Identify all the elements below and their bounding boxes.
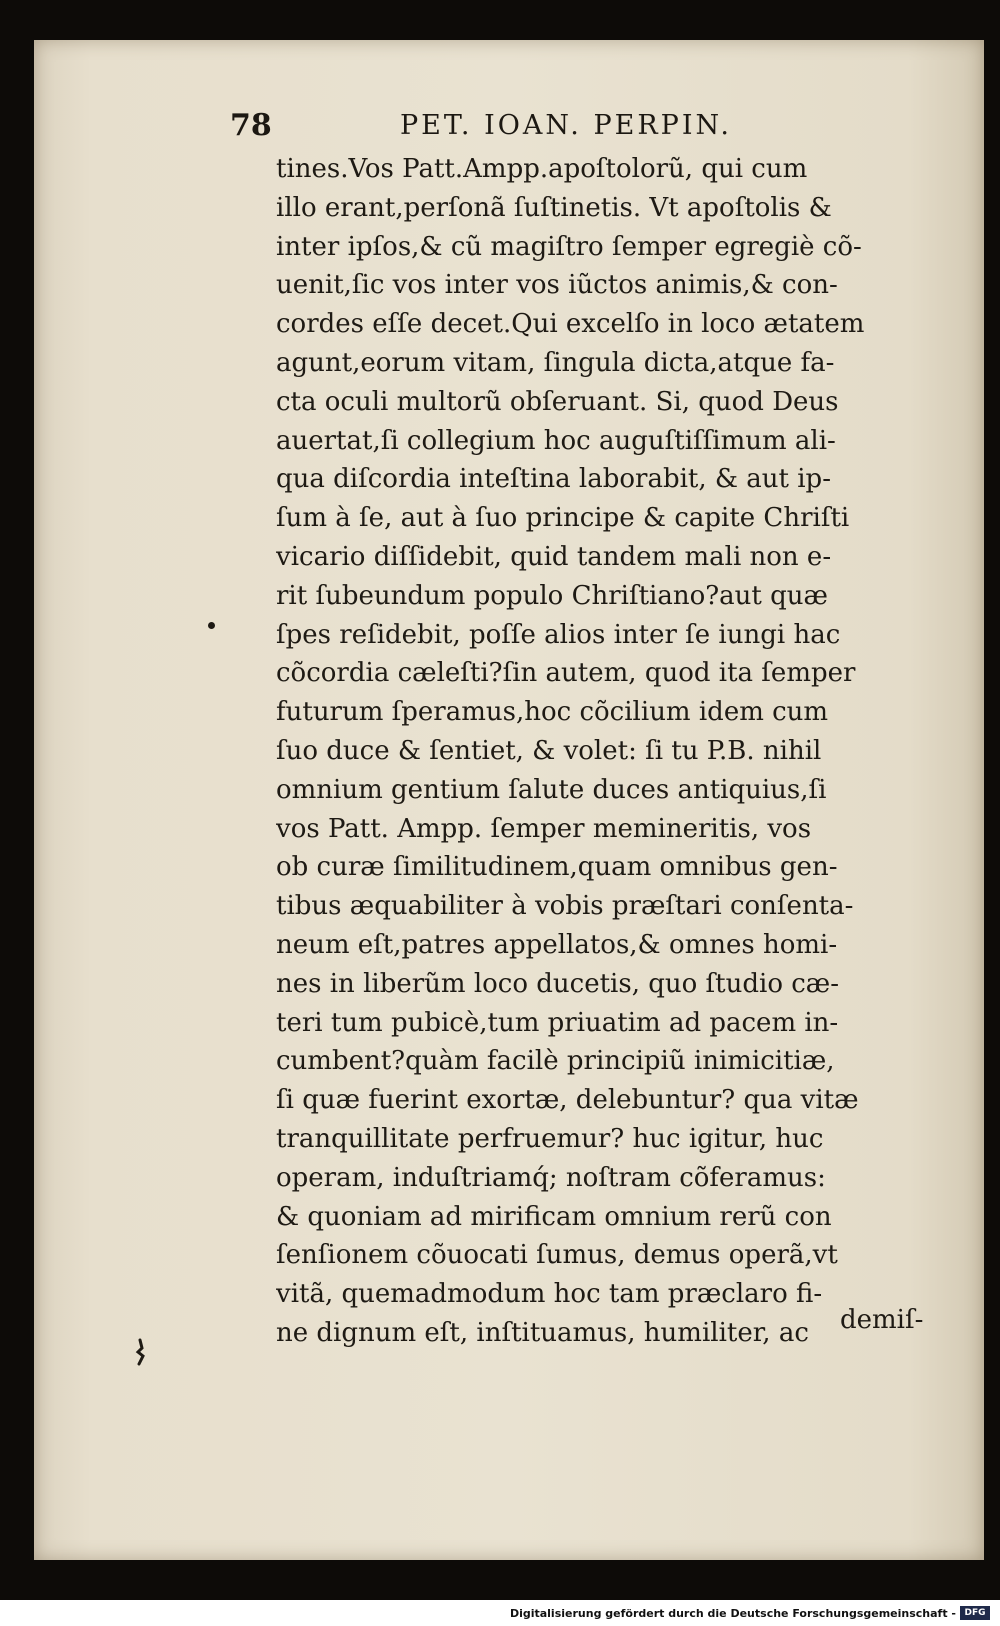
text-line: rit ſubeundum populo Chriſtiano?aut quæ	[276, 580, 828, 611]
margin-dot-mark	[208, 622, 215, 629]
text-line: nes in liberũm loco ducetis, quo ſtudio cæ-	[276, 968, 840, 999]
text-line: ſpes reſidebit, poſſe alios inter ſe iungi hac	[276, 619, 841, 650]
text-line: ſuo duce & ſentiet, & volet: ſi tu P.B. nihil	[276, 735, 822, 766]
text-line: cumbent?quàm facilè principiũ inimicitiæ,	[276, 1046, 835, 1077]
text-line: cõcordia cæleſti?ſin autem, quod ita ſemper	[276, 658, 856, 689]
text-line: auertat,ſi collegium hoc auguſtiſſimum ali-	[276, 425, 836, 456]
text-line: cordes eſſe decet.Qui excelſo in loco ætatem	[276, 309, 865, 340]
text-line: vicario diſſidebit, quid tandem mali non e-	[276, 541, 832, 572]
text-line: ne dignum eſt, inſtituamus, humiliter, ac	[276, 1317, 809, 1348]
text-line: qua diſcordia inteſtina laborabit, & aut ip-	[276, 464, 831, 495]
text-line: ſi quæ fuerint exortæ, delebuntur? qua vitæ	[276, 1085, 859, 1116]
text-line: teri tum pubicè,tum priuatim ad pacem in-	[276, 1007, 839, 1038]
text-line: agunt,eorum vitam, ſingula dicta,atque fa-	[276, 347, 835, 378]
text-line: futurum ſperamus,hoc cõcilium idem cum	[276, 697, 829, 728]
text-line: operam, induſtriamq́; noſtram cõferamus:	[276, 1162, 826, 1193]
catchword: demiſ-	[840, 1305, 924, 1335]
margin-ink-mark	[132, 1338, 148, 1366]
text-line: tines.Vos Patt.Ampp.apoſtolorũ, qui cum	[276, 154, 808, 184]
page-number: 78	[230, 108, 272, 143]
text-line: ſenſionem cõuocati ſumus, demus operã,vt	[276, 1240, 838, 1271]
text-block	[276, 150, 946, 1353]
running-head: PET. IOAN. PERPIN.	[400, 110, 732, 141]
page-header	[230, 108, 790, 152]
dfg-logo: DFG	[960, 1606, 990, 1620]
text-line: & quoniam ad mirificam omnium rerũ con	[276, 1201, 832, 1232]
text-line: neum eſt,patres appellatos,& omnes homi-	[276, 929, 838, 960]
text-line: uenit,ſic vos inter vos iũctos animis,& con-	[276, 270, 838, 301]
text-line: inter ipſos,& cũ magiſtro ſemper egregiè cõ-	[276, 231, 862, 262]
text-line: vitã, quemadmodum hoc tam præclaro fi-	[276, 1279, 823, 1310]
text-line: ſum à ſe, aut à ſuo principe & capite Chriſti	[276, 503, 850, 534]
text-line: vos Patt. Ampp. ſemper memineritis, vos	[276, 813, 812, 844]
text-line: ob curæ ſimilitudinem,quam omnibus gen-	[276, 852, 838, 883]
text-line: omnium gentium ſalute duces antiquius,ſi	[276, 774, 827, 805]
digitization-footer	[0, 1600, 1000, 1626]
text-line: illo erant,perſonã ſuſtinetis. Vt apoſtolis &	[276, 192, 832, 223]
text-line: cta oculi multorũ obſeruant. Si, quod Deus	[276, 386, 839, 417]
funding-notice: Digitalisierung gefördert durch die Deutsche Forschungsgemeinschaft -	[509, 1607, 956, 1620]
text-line: tranquillitate perfruemur? huc igitur, huc	[276, 1123, 824, 1154]
text-line: tibus æquabiliter à vobis præſtari conſenta-	[276, 891, 854, 922]
